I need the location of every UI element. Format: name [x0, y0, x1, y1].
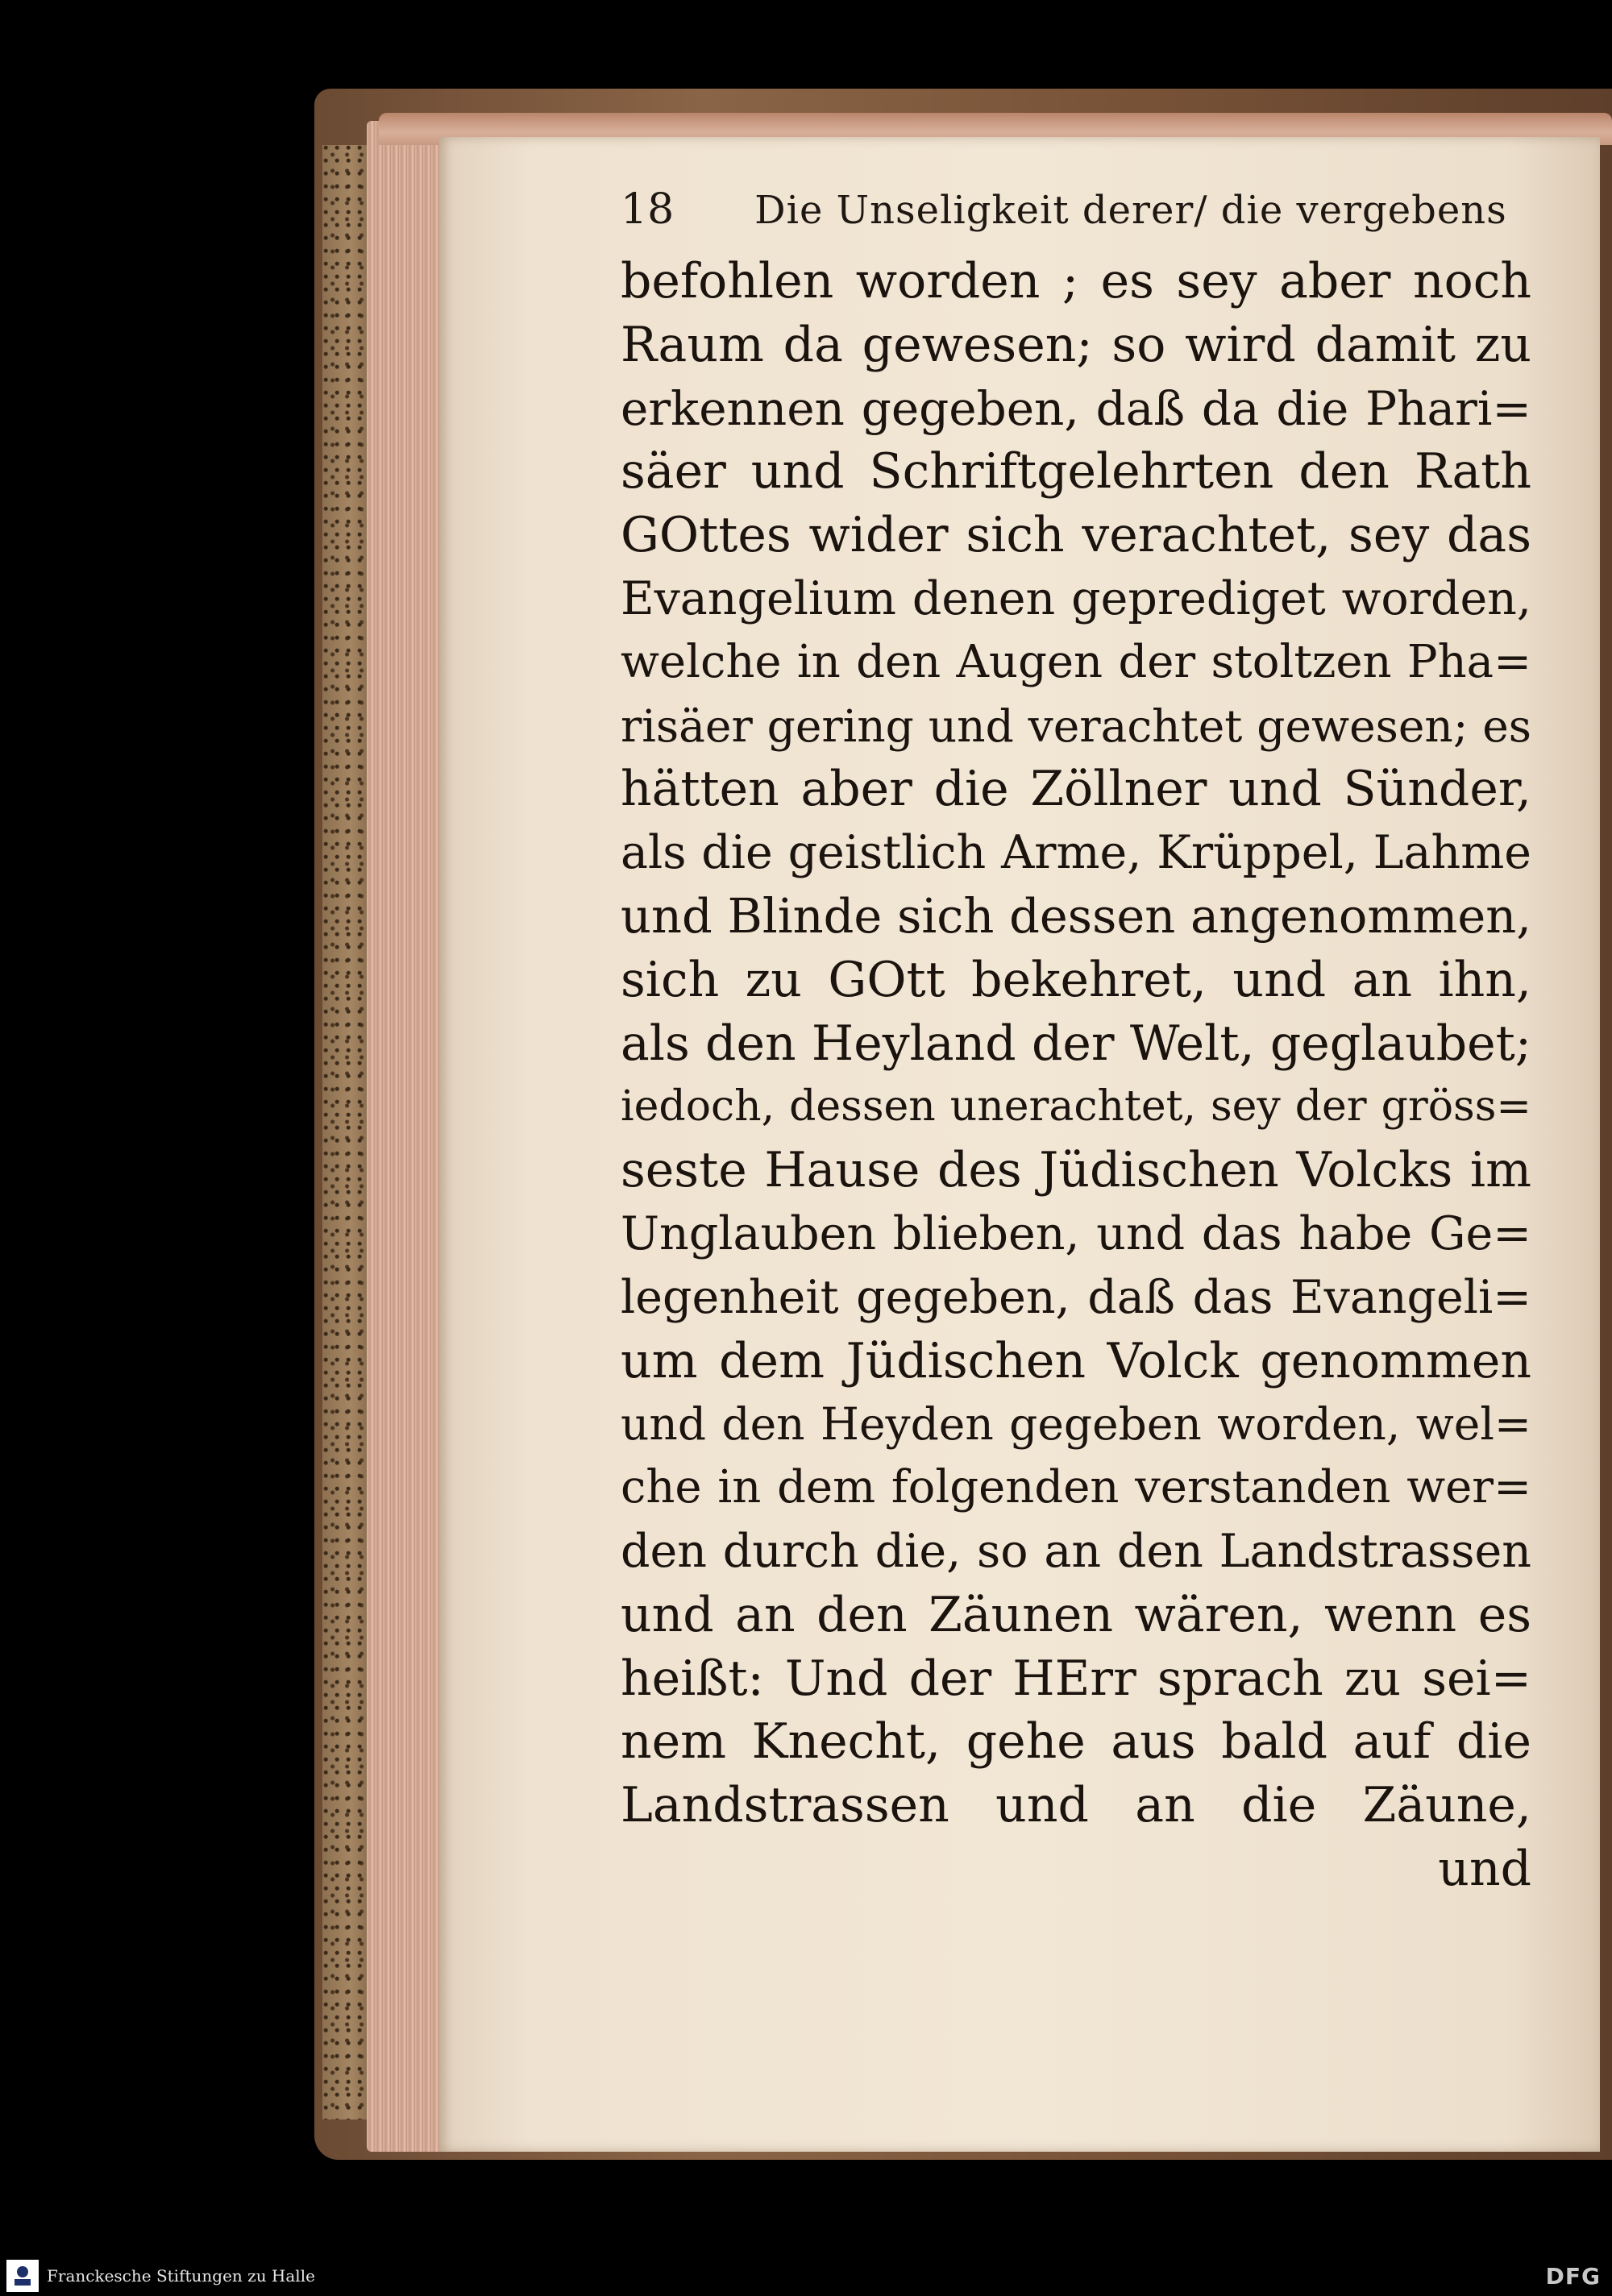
text-line: Raum da gewesen; so wird damit zu — [621, 316, 1531, 373]
text-line: erkennen gegeben, daß da die Phari= — [621, 380, 1531, 436]
text-line: heißt: Und der HErr sprach zu sei= — [621, 1650, 1531, 1707]
text-line: Unglauben blieben, und das habe Ge= — [621, 1206, 1531, 1260]
page-header — [621, 185, 1531, 250]
footer-institution — [0, 2260, 315, 2292]
text-line: seste Hause des Jüdischen Volcks im — [621, 1142, 1531, 1199]
body-text — [621, 250, 1531, 1837]
text-line: iedoch, dessen unerachtet, sey der gröss= — [621, 1082, 1531, 1131]
text-line: und Blinde sich dessen angenommen, — [621, 887, 1531, 944]
text-line: befohlen worden ; es sey aber noch — [621, 253, 1531, 309]
text-line: den durch die, so an den Landstrassen — [621, 1524, 1531, 1578]
text-line: Evangelium denen geprediget worden, — [621, 571, 1531, 625]
text-line: che in dem folgenden verstanden wer= — [621, 1461, 1531, 1514]
catchword: und — [1438, 1840, 1531, 1897]
text-line: Landstrassen und an die Zäune, — [621, 1777, 1531, 1834]
franckesche-stiftungen-logo-icon — [6, 2260, 39, 2292]
text-line: als die geistlich Arme, Krüppel, Lahme — [621, 826, 1531, 880]
text-line: säer und Schriftgelehrten den Rath — [621, 443, 1531, 500]
footer-bar — [0, 2256, 1612, 2296]
text-line: nem Knecht, gehe aus bald auf die — [621, 1713, 1531, 1771]
text-line: sich zu GOtt bekehret, und an ihn, — [621, 951, 1531, 1008]
page-number: 18 — [621, 185, 675, 234]
text-line: und den Heyden gegeben worden, wel= — [621, 1398, 1531, 1451]
text-line: welche in den Augen der stoltzen Pha= — [621, 635, 1531, 688]
dfg-logo: DFG — [1545, 2262, 1601, 2290]
institution-name: Franckesche Stiftungen zu Halle — [47, 2266, 315, 2286]
text-line: legenheit gegeben, daß das Evangeli= — [621, 1270, 1531, 1324]
text-line: und an den Zäunen wären, wenn es — [621, 1586, 1531, 1643]
text-line: als den Heyland der Welt, geglaubet; — [621, 1015, 1531, 1072]
running-title: Die Unseligkeit derer/ die vergebens — [754, 188, 1507, 233]
page-text-block — [621, 185, 1531, 1900]
text-line: um dem Jüdischen Volck genommen — [621, 1332, 1531, 1389]
text-line: risäer gering und verachtet gewesen; es — [621, 700, 1531, 752]
text-line: hätten aber die Zöllner und Sünder, — [621, 761, 1531, 818]
text-line: GOttes wider sich verachtet, sey das — [621, 507, 1531, 564]
